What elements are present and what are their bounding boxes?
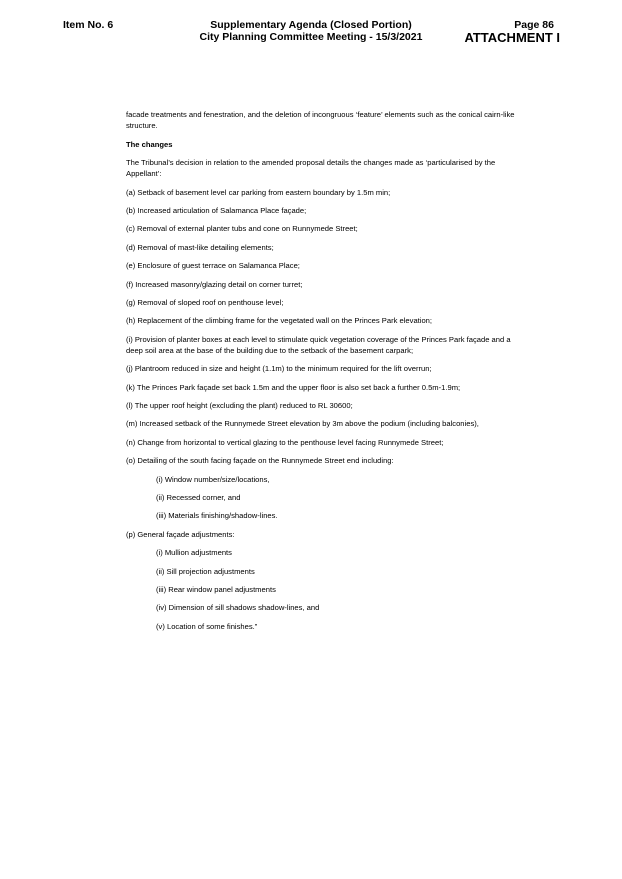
title-line-1: Supplementary Agenda (Closed Portion) [210, 19, 412, 31]
sub-list-item: (iv) Dimension of sill shadows shadow-lines, and [156, 603, 320, 613]
lead-paragraph: The Tribunal’s decision in relation to the amended proposal details the changes made as ‘particularised by the Appellant’: [126, 157, 496, 179]
list-item: (a) Setback of basement level car parking from eastern boundary by 1.5m min; [126, 187, 391, 197]
sub-list-item: (ii) Recessed corner, and [156, 493, 241, 503]
list-item: (p) General façade adjustments: [126, 529, 235, 539]
document-body [126, 109, 516, 639]
list-item: (f) Increased masonry/glazing detail on corner turret; [126, 279, 303, 289]
page-number: Page 86 [514, 19, 554, 31]
sub-list-item: (iii) Rear window panel adjustments [156, 584, 276, 594]
list-item: (o) Detailing of the south facing façade on the Runnymede Street end including: [126, 456, 394, 466]
list-item: (n) Change from horizontal to vertical glazing to the penthouse level facing Runnymede Street; [126, 437, 444, 447]
sub-list-item: (iii) Materials finishing/shadow-lines. [156, 511, 278, 521]
list-item: (d) Removal of mast-like detailing elements; [126, 242, 274, 252]
sub-list-item: (i) Window number/size/locations, [156, 474, 270, 484]
list-item: (l) The upper roof height (excluding the plant) reduced to RL 30600; [126, 401, 353, 411]
sub-list-item: (v) Location of some finishes.” [156, 621, 258, 631]
list-item: (j) Plantroom reduced in size and height (1.1m) to the minimum required for the lift overrun; [126, 364, 432, 374]
section-heading: The changes [126, 139, 173, 149]
list-item: (i) Provision of planter boxes at each level to stimulate quick vegetation coverage of the Princes Park façade and a deep soil area at the base of the building due to the setback of the basement carpark; [126, 334, 511, 355]
list-item: (k) The Princes Park façade set back 1.5m and the upper floor is also set back a further 0.5m-1.9m; [126, 382, 461, 392]
list-item: (c) Removal of external planter tubs and cone on Runnymede Street; [126, 224, 358, 234]
list-item: (b) Increased articulation of Salamanca Place façade; [126, 205, 307, 215]
attachment-label: ATTACHMENT I [464, 30, 560, 45]
title-line-2: City Planning Committee Meeting - 15/3/2021 [199, 31, 423, 43]
sub-list-item: (ii) Sill projection adjustments [156, 566, 255, 576]
sub-list-item: (i) Mullion adjustments [156, 548, 232, 558]
item-number: Item No. 6 [63, 19, 114, 31]
list-item: (m) Increased setback of the Runnymede Street elevation by 3m above the podium (including balconies), [126, 419, 479, 429]
list-item: (e) Enclosure of guest terrace on Salamanca Place; [126, 261, 300, 271]
list-item: (h) Replacement of the climbing frame for the vegetated wall on the Princes Park elevation; [126, 316, 433, 326]
intro-paragraph: facade treatments and fenestration, and the deletion of incongruous ‘feature’ elements such as the conical cairn-like structure. [126, 110, 515, 131]
list-item: (g) Removal of sloped roof on penthouse level; [126, 297, 284, 307]
